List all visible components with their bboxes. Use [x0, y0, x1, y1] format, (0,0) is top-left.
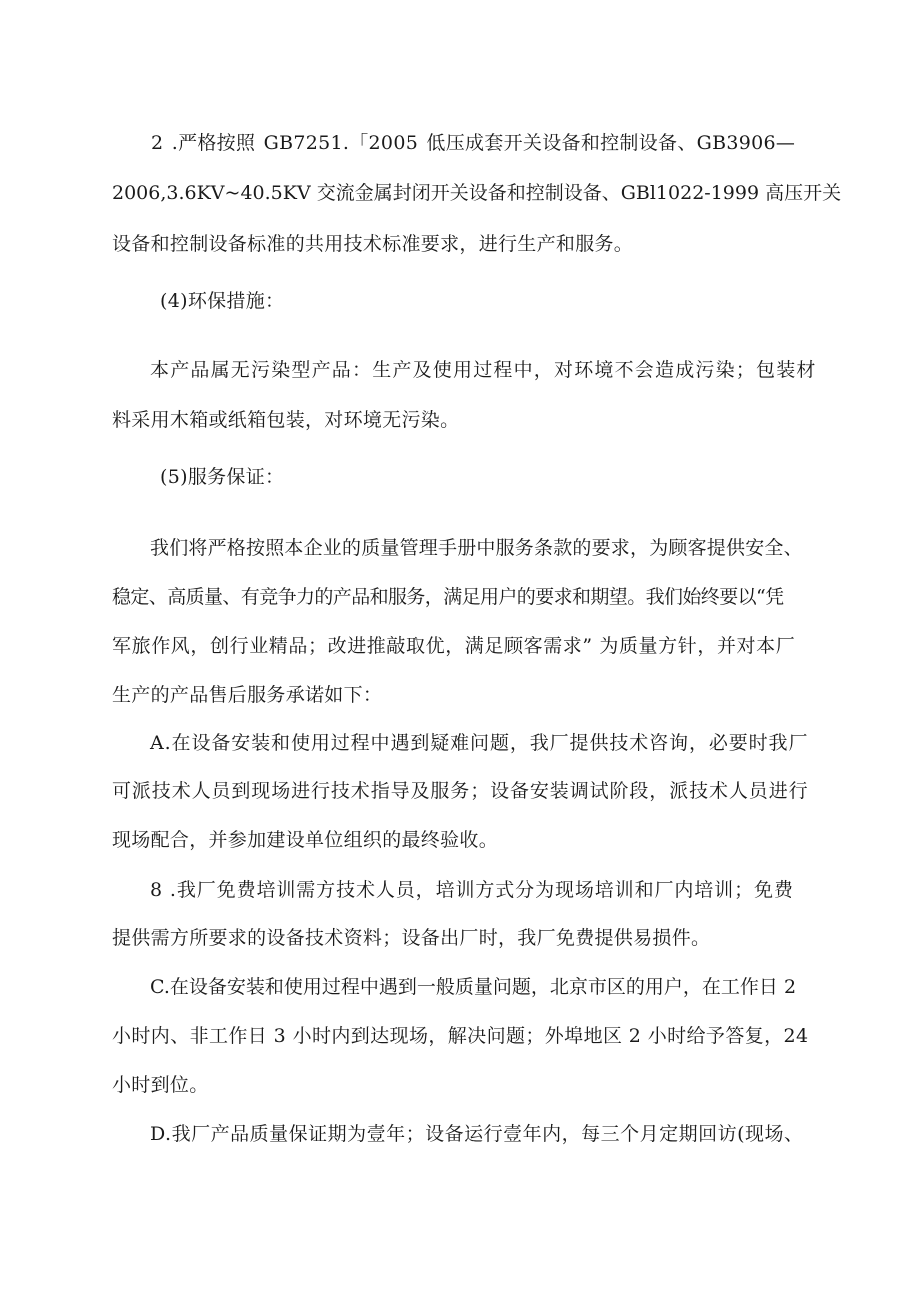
heading-environmental-measures: (4)环保措施： — [160, 290, 285, 312]
item-c-line-1: C.在设备安装和使用过程中遇到一般质量问题，北京市区的用户，在工作日 2 — [150, 976, 797, 998]
paragraph-service-intro-line-3: 军旅作风，创行业精品；改进推敲取优，满足顾客需求” 为质量方针，并对本厂 — [112, 635, 796, 657]
item-a-line-1: A.在设备安装和使用过程中遇到疑难问题，我厂提供技术咨询，必要时我厂 — [150, 732, 809, 754]
item-a-line-2: 可派技术人员到现场进行技术指导及服务；设备安装调试阶段，派技术人员进行 — [112, 780, 809, 802]
paragraph-service-intro-line-4: 生产的产品售后服务承诺如下： — [112, 684, 383, 706]
paragraph-standards-line-2: 2006,3.6KV~40.5KV 交流金属封闭开关设备和控制设备、GBl1022-1999 高压开关 — [112, 182, 842, 204]
item-a-line-3: 现场配合，并参加建设单位组织的最终验收。 — [112, 829, 499, 851]
item-c-line-3: 小时到位。 — [112, 1074, 209, 1096]
heading-service-guarantee: (5)服务保证： — [160, 466, 285, 488]
item-8-line-2: 提供需方所要求的设备技术资料；设备出厂时，我厂免费提供易损件。 — [112, 927, 711, 949]
item-8-line-1: 8 .我厂免费培训需方技术人员，培训方式分为现场培训和厂内培训；免费 — [150, 879, 794, 901]
paragraph-standards-line-3: 设备和控制设备标准的共用技术标准要求，进行生产和服务。 — [112, 233, 634, 255]
paragraph-service-intro-line-2: 稳定、高质量、有竞争力的产品和服务，满足用户的要求和期望。我们始终要以“凭 — [112, 586, 784, 608]
item-c-line-2: 小时内、非工作日 3 小时内到达现场，解决问题；外埠地区 2 小时给予答复，24 — [112, 1025, 809, 1047]
paragraph-environment-line-2: 料采用木箱或纸箱包装，对环境无污染。 — [112, 409, 460, 431]
paragraph-service-intro-line-1: 我们将严格按照本企业的质量管理手册中服务条款的要求，为顾客提供安全、 — [150, 537, 803, 559]
paragraph-environment-line-1: 本产品属无污染型产品：生产及使用过程中，对环境不会造成污染；包装材 — [150, 359, 817, 381]
paragraph-standards-line-1: 2 .严格按照 GB7251.「2005 低压成套开关设备和控制设备、GB3906— — [151, 132, 796, 154]
item-d-line-1: D.我厂产品质量保证期为壹年；设备运行壹年内，每三个月定期回访(现场、 — [150, 1123, 804, 1145]
